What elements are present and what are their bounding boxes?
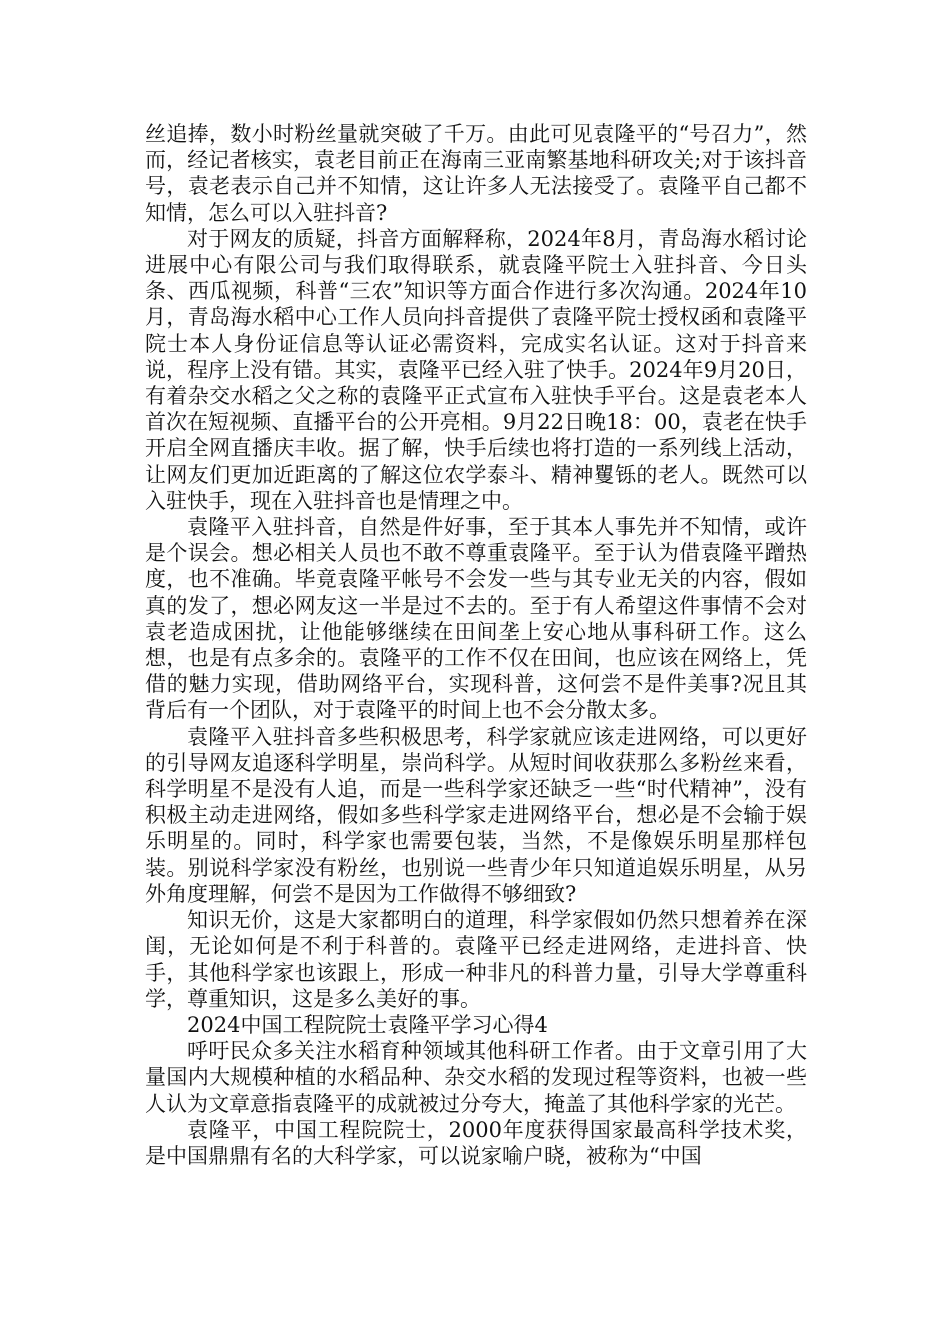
paragraph: 对于网友的质疑，抖音方面解释称，2024年8月，青岛海水稻讨论进展中心有限公司与我们取得联系，就袁隆平院士入驻抖音、今日头条、西瓜视频，科普“三农”知识等方面合作进行多次沟通。2024年10月，青岛海水稻中心工作人员向抖音提供了袁隆平院士授权函和袁隆平院士本人身份证信息等认证必需资料，完成实名认证。这对于抖音来说，程序上没有错。其实，袁隆平已经入驻了快手。2024年9月20日，有着杂交水稻之父之称的袁隆平正式宣布入驻快手平台。这是袁老本人首次在短视频、直播平台的公开亮相。9月22日晚18：00，袁老在快手开启全网直播庆丰收。据了解，快手后续也将打造的一系列线上活动，让网友们更加近距离的了解这位农学泰斗、精神矍铄的老人。既然可以入驻快手，现在入驻抖音也是情理之中。 [145,226,807,513]
paragraph: 袁隆平入驻抖音，自然是件好事，至于其本人事先并不知情，或许是个误会。想必相关人员也不敢不尊重袁隆平。至于认为借袁隆平蹭热度，也不准确。毕竟袁隆平帐号不会发一些与其专业无关的内容，假如真的发了，想必网友这一半是过不去的。至于有人希望这件事情不会对袁老造成困扰，让他能够继续在田间垄上安心地从事科研工作。这么想，也是有点多余的。袁隆平的工作不仅在田间，也应该在网络上，凭借的魅力实现，借助网络平台，实现科普，这何尝不是件美事?况且其背后有一个团队，对于袁隆平的时间上也不会分散太多。 [145,515,807,723]
paragraph: 袁隆平入驻抖音多些积极思考，科学家就应该走进网络，可以更好的引导网友追逐科学明星，崇尚科学。从短时间收获那么多粉丝来看，科学明星不是没有人追，而是一些科学家还缺乏一些“时代精神”，没有积极主动走进网络，假如多些科学家走进网络平台，想必是不会输于娱乐明星的。同时，科学家也需要包装，当然，不是像娱乐明星那样包装。别说科学家没有粉丝，也别说一些青少年只知道追娱乐明星，从另外角度理解，何尝不是因为工作做得不够细致? [145,724,807,906]
document-body [145,121,807,1169]
paragraph-continuation: 丝追捧，数小时粉丝量就突破了千万。由此可见袁隆平的“号召力”，然而，经记者核实，袁老目前正在海南三亚南繁基地科研攻关;对于该抖音号，袁老表示自己并不知情，这让许多人无法接受了。袁隆平自己都不知情，怎么可以入驻抖音? [145,122,807,225]
paragraph: 知识无价，这是大家都明白的道理，科学家假如仍然只想着养在深闺，无论如何是不利于科普的。袁隆平已经走进网络，走进抖音、快手，其他科学家也该跟上，形成一种非凡的科普力量，引导大学尊重科学，尊重知识，这是多么美好的事。 [145,908,807,1011]
paragraph: 呼吁民众多关注水稻育种领域其他科研工作者。由于文章引用了大量国内大规模种植的水稻品种、杂交水稻的发现过程等资料，也被一些人认为文章意指袁隆平的成就被过分夸大，掩盖了其他科学家的光芒。 [145,1039,807,1116]
paragraph: 袁隆平，中国工程院院士，2000年度获得国家最高科学技术奖，是中国鼎鼎有名的大科学家，可以说家喻户晓，被称为“中国 [145,1117,807,1168]
section-heading: 2024中国工程院院士袁隆平学习心得4 [187,1012,548,1037]
